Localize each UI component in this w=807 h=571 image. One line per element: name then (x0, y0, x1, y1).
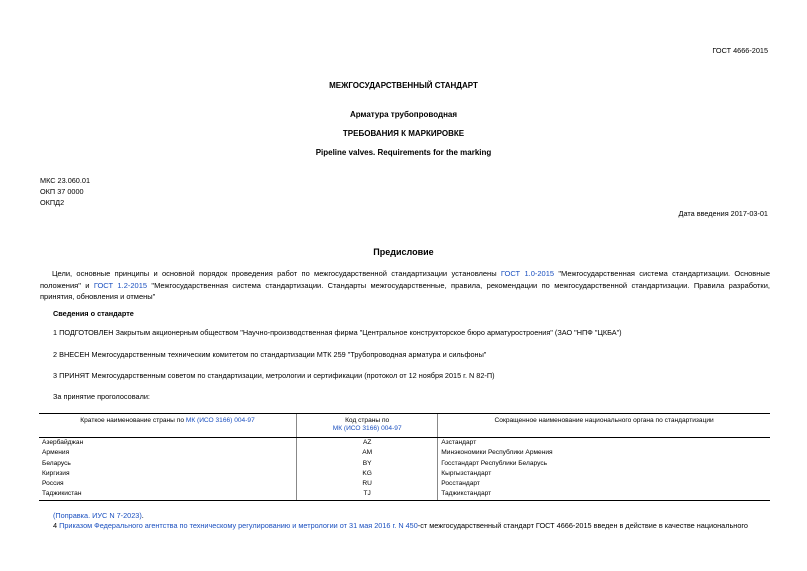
body-cell: Азстандарт (438, 438, 770, 449)
table-row (39, 489, 770, 500)
body-cell: Таджикстандарт (438, 489, 770, 500)
voting-countries-table (39, 413, 770, 501)
code-cell: AM (297, 448, 438, 458)
country-cell: Азербайджан (42, 439, 84, 446)
introduction-date: Дата введения 2017-03-01 (678, 209, 768, 218)
item-number: 4 (53, 521, 60, 530)
foreword-paragraph (40, 268, 770, 303)
country-cell: Беларусь (42, 459, 71, 467)
body-cell: Росстандарт (438, 479, 770, 489)
code-cell: TJ (297, 489, 438, 500)
item-adopted: 3 ПРИНЯТ Межгосударственным советом по стандартизации, метрологии и сертификации (протокол от 12 ноября 2015 г. N 82-П) (53, 371, 495, 380)
paragraph-text: "Межгосударственная система стандартизации. Стандарты межгосударственные, правила, рекомендации по межгосударственной стандартизации. Правила разработки, принятия, обновления и отмены" (40, 280, 770, 301)
table-row (39, 479, 770, 489)
amendment-end: . (141, 511, 144, 520)
mk-iso-link[interactable]: МК (ИСО 3166) 004-97 (185, 417, 255, 424)
table-row (39, 438, 770, 449)
column-header-country (39, 414, 297, 438)
body-cell: Минэкономики Республики Армения (438, 448, 770, 458)
country-cell: Киргизия (42, 469, 70, 477)
document-title: Арматура трубопроводная (349, 110, 458, 119)
paragraph-text: "Межгосударственная система стандартизации. Основные положения" и (40, 269, 770, 290)
amendment-note (53, 511, 144, 521)
gost-1-2-link[interactable]: ГОСТ 1.2-2015 (93, 280, 148, 290)
table-row (39, 448, 770, 458)
body-cell: Госстандарт Республики Беларусь (438, 459, 770, 469)
header-text: Краткое наименование страны по (80, 417, 186, 424)
document-title-en: Pipeline valves. Requirements for the marking (315, 148, 492, 157)
amendment-link[interactable]: (Поправка. ИУС N 7-2023) (53, 511, 142, 520)
mk-iso-link[interactable]: МК (ИСО 3166) 004-97 (332, 425, 402, 432)
item-enacted (53, 521, 748, 531)
table-row (39, 469, 770, 479)
table-row (39, 459, 770, 469)
column-header-code (297, 414, 438, 438)
code-cell: AZ (297, 438, 438, 449)
code-cell: BY (297, 459, 438, 469)
foreword-heading: Предисловие (373, 247, 434, 257)
column-header-body: Сокращенное наименование национального органа по стандартизации (438, 414, 770, 438)
code-cell: RU (297, 479, 438, 489)
code-cell: KG (297, 469, 438, 479)
item-prepared: 1 ПОДГОТОВЛЕН Закрытым акционерным обществом "Научно-производственная фирма "Центральное конструкторское бюро арматуростроения" (ЗАО "НПФ "ЦКБА") (53, 328, 622, 337)
country-cell: Таджикистан (39, 489, 297, 500)
standard-info-heading: Сведения о стандарте (53, 309, 134, 318)
rosstandart-order-link[interactable]: Приказом Федерального агентства по техническому регулированию и метрологии от 31 мая 2016 г. N 450 (59, 521, 418, 530)
classifier-mks: МКС 23.060.01 (40, 176, 91, 185)
paragraph-text: Цели, основные принципы и основной порядок проведения работ по межгосударственной стандартизации установлены (52, 269, 501, 278)
gost-1-0-link[interactable]: ГОСТ 1.0-2015 (500, 269, 555, 278)
country-cell: Россия (42, 480, 64, 488)
standard-type: МЕЖГОСУДАРСТВЕННЫЙ СТАНДАРТ (329, 81, 478, 90)
voted-label: За принятие проголосовали: (53, 392, 150, 401)
header-text: Код страны по (345, 417, 390, 424)
body-cell: Кыргызстандарт (438, 469, 770, 479)
item-enacted-text: -ст межгосударственный стандарт ГОСТ 4666-2015 введен в действие в качестве национального (417, 521, 748, 530)
country-cell: Армения (42, 449, 70, 457)
classifier-okp: ОКП 37 0000 (40, 187, 84, 196)
document-code: ГОСТ 4666-2015 (712, 46, 768, 55)
classifier-okpd2: ОКПД2 (40, 198, 65, 207)
document-subtitle: ТРЕБОВАНИЯ К МАРКИРОВКЕ (342, 129, 465, 138)
item-submitted: 2 ВНЕСЕН Межгосударственным техническим комитетом по стандартизации МТК 259 "Трубопроводная арматура и сильфоны" (53, 350, 487, 359)
